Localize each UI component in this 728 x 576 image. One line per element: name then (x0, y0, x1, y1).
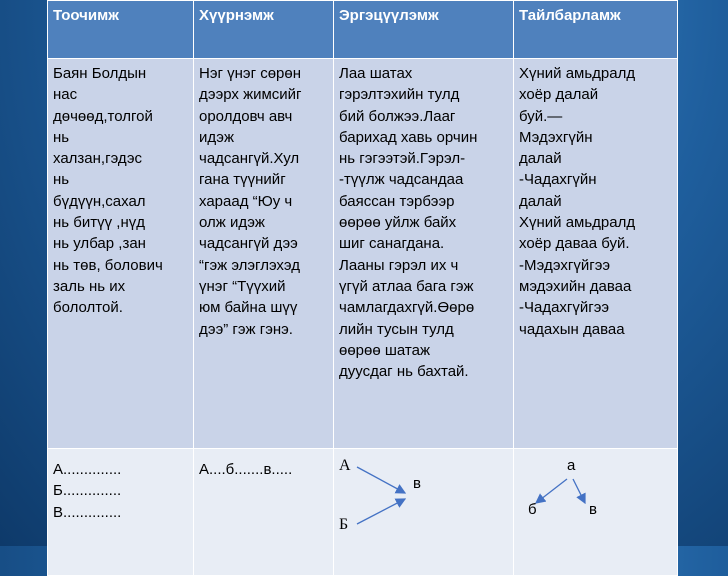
body-line: Мэдэхгүйн (519, 128, 593, 146)
body-line: хоёр даваа буй. (519, 235, 630, 253)
body-line: өөрөө шатаж (339, 341, 431, 359)
branching-diagram (519, 459, 673, 559)
branch-label-left: б (528, 501, 537, 518)
diagram-label-a: А (339, 457, 351, 474)
body-line: нь (53, 128, 70, 146)
body-line: гэрэлтэхийн тулд (339, 86, 460, 104)
footer-row (48, 449, 678, 576)
body-line: нь (53, 171, 70, 189)
body-line: буй.— (519, 107, 563, 125)
body-line: чадсангүй.Хул (199, 150, 300, 168)
body-line: Нэг үнэг сөрөн (199, 65, 302, 82)
footer-line-a: А.............. (53, 461, 122, 478)
arrow-b-to-v (357, 499, 405, 524)
footer-line-v: В.............. (53, 503, 122, 521)
footer-cell-khuurnemzh (194, 449, 334, 576)
body-line: нь төв, болович (53, 256, 163, 274)
body-line: идэж (199, 128, 234, 146)
body-line: Лааны гэрэл их ч (339, 256, 459, 274)
body-line: нь гэгээтэй.Гэрэл- (339, 150, 466, 168)
body-line: юм байна шүү (199, 299, 298, 317)
footer-cell-tuuchimzh (48, 449, 194, 576)
arrow-a-to-b (536, 479, 567, 503)
body-line: чамлагдахгүй.Өөрө (339, 299, 475, 317)
body-line: өөрөө уйлж байх (339, 214, 457, 232)
body-line: дөчөөд,толгой (53, 107, 153, 125)
body-line: бололтой. (53, 299, 123, 317)
branching-arrows (519, 459, 679, 559)
body-line: далай (519, 150, 562, 168)
footer-sequence: А....б.......в..... (199, 461, 293, 478)
converging-arrows (339, 459, 515, 559)
footer-cell-tailbarlamzh (514, 449, 678, 576)
body-line: үнэг “Түүхий (199, 277, 286, 295)
diagram-label-b: Б (339, 516, 349, 533)
body-line: мэдэхийн даваа (519, 277, 632, 295)
header-ergetsuulemzh: Эргэцүүлэмж (334, 1, 514, 59)
body-line: дээрх жимсийг (199, 86, 302, 104)
arrow-a-to-v (573, 479, 585, 503)
body-cell-tailbarlamzh (514, 59, 678, 449)
body-line: баяссан тэрбээр (339, 192, 455, 210)
header-khuurnemzh: Хүүрнэмж (194, 1, 334, 59)
body-line: бүдүүн,сахал (53, 192, 146, 210)
branch-label-top: а (567, 457, 576, 474)
converging-diagram (339, 459, 509, 559)
body-line: халзан,гэдэс (53, 150, 142, 168)
body-line: “гэж элэглэхэд (199, 256, 301, 274)
body-line: -Чадахгүйн (519, 171, 597, 189)
body-line: нь улбар ,зан (53, 235, 146, 253)
body-line: -түүлж чадсандаа (339, 171, 464, 189)
body-line: барихад хавь орчин (339, 128, 478, 146)
body-line: хоёр далай (519, 86, 599, 104)
body-line: чадсангүй дээ (199, 235, 298, 253)
body-line: гана түүнийг (199, 171, 286, 189)
body-line: нас (53, 86, 78, 104)
body-cell-tuuchimzh (48, 59, 194, 449)
body-line: -Мэдэхгүйгээ (519, 256, 611, 274)
body-line: Хүний амьдралд (519, 65, 636, 82)
footer-line-b: Б.............. (53, 482, 122, 500)
arrow-a-to-v (357, 467, 405, 493)
body-line: олж идэж (199, 214, 265, 232)
body-line: Хүний амьдралд (519, 214, 636, 232)
body-line: оролдовч авч (199, 107, 293, 125)
body-line: дуусдаг нь бахтай. (339, 363, 469, 381)
body-cell-ergetsuulemzh (334, 59, 514, 449)
footer-cell-ergetsuulemzh (334, 449, 514, 576)
comparison-table (47, 0, 678, 576)
body-row (48, 59, 678, 449)
header-tailbarlamzh: Тайлбарламж (514, 1, 678, 59)
body-line: Лаа шатах (339, 65, 413, 82)
body-line: далай (519, 192, 562, 210)
body-line: нь битүү ,нүд (53, 214, 145, 232)
body-line: дээ” гэж гэнэ. (199, 320, 293, 338)
branch-label-right: в (589, 501, 597, 518)
body-line: заль нь их (53, 277, 126, 295)
body-line: чадахын даваа (519, 320, 625, 338)
diagram-label-v: в (413, 475, 421, 492)
body-line: хараад “Юу ч (199, 192, 293, 210)
header-tuuchimzh: Тоочимж (48, 1, 194, 59)
body-cell-khuurnemzh (194, 59, 334, 449)
body-line: Баян Болдын (53, 65, 147, 82)
body-line: шиг санагдана. (339, 235, 445, 253)
body-line: лийн тусын тулд (339, 320, 454, 338)
header-row (48, 1, 678, 59)
body-line: үгүй атлаа бага гэж (339, 277, 474, 295)
body-line: -Чадахгүйгээ (519, 299, 610, 317)
body-line: бий болжээ.Лааг (339, 107, 456, 125)
